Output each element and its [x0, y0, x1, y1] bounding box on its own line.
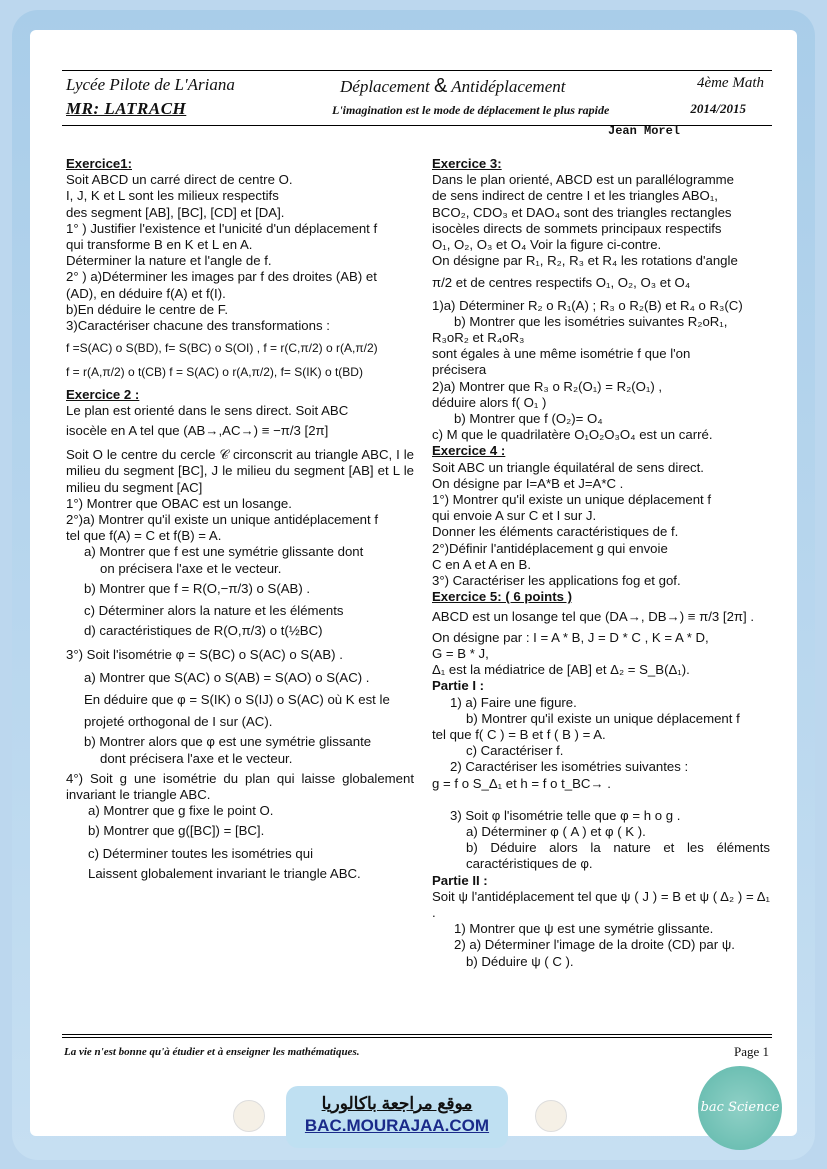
text-line: de sens indirect de centre I et les triangles ABO₁,	[432, 188, 718, 204]
exercise-2-title: Exercice 2 :	[66, 386, 140, 402]
text-line: O₁, O₂, O₃ et O₄ Voir la figure ci-contre.	[432, 237, 662, 253]
text-line: 3°) Caractériser les applications fog et gof.	[432, 573, 681, 589]
text-line: On désigne par : I = A * B, J = D * C , K = A * D,	[432, 629, 709, 645]
text-line: a) Déterminer φ ( A ) et φ ( K ).	[466, 823, 646, 839]
text-line: G = B * J,	[432, 645, 489, 661]
text-line: dont précisera l'axe et le vecteur.	[100, 750, 293, 766]
text-line: 3)Caractériser chacune des transformations :	[66, 318, 330, 334]
site-name-arabic: موقع مراجعة باكالوريا	[321, 1094, 473, 1113]
site-logo-icon	[233, 1100, 265, 1132]
text-line: c) Caractériser f.	[466, 743, 564, 759]
text-line: précisera	[432, 362, 487, 378]
text-line: Laissent globalement invariant le triangle ABC.	[88, 865, 361, 881]
header-quote: L'imagination est le mode de déplacement le plus rapide	[332, 103, 610, 117]
formula-line: d) caractéristiques de R(O,π/3) o t(½BC)	[84, 623, 323, 639]
text-line: On désigne par I=A*B et J=A*C .	[432, 475, 624, 491]
part-2-title: Partie II :	[432, 872, 488, 888]
text-line: π/2 et de centres respectifs O₁, O₂, O₃ et O₄	[432, 275, 691, 291]
text-line: 1° ) Justifier l'existence et l'unicité d'un déplacement f	[66, 220, 378, 236]
text-line: 2)a) Montrer que R₃ o R₂(O₁) = R₂(O₁) ,	[432, 378, 663, 394]
text-line: Déterminer la nature et l'angle de f.	[66, 253, 272, 269]
formula-line: 3) Soit φ l'isométrie telle que φ = h o g .	[450, 807, 681, 823]
text-line: Soit ABCD un carré direct de centre O.	[66, 172, 293, 188]
formula-line: ABCD est un losange tel que (DA→, DB→) ≡ π/3 [2π] .	[432, 609, 755, 625]
bac-science-logo: bac Science	[698, 1066, 782, 1150]
text-line: b) Montrer que f (O₂)= O₄	[454, 411, 603, 427]
text-line: b)En déduire le centre de F.	[66, 301, 229, 317]
text-line: I, J, K et L sont les milieux respectifs	[66, 188, 279, 204]
text-paragraph: Soit O le centre du cercle 𝒞 circonscrit au triangle ABC, I le milieu du segment [BC], J le milieu du segment [AB] et L le milieu du segment [AC]	[66, 447, 414, 495]
text-line: a) Montrer que g fixe le point O.	[88, 803, 274, 819]
text-line: b) Déduire ψ ( C ).	[466, 953, 574, 969]
text-line: b) Montrer que g([BC]) = [BC].	[88, 823, 265, 839]
document-title: Déplacement & Antidéplacement	[340, 75, 566, 97]
text-paragraph: Soit ψ l'antidéplacement tel que ψ ( J ) = B et ψ ( Δ₂ ) = Δ₁ .	[432, 888, 770, 920]
text-line: qui envoie A sur C et I sur J.	[432, 508, 597, 524]
text-line: c) Déterminer toutes les isométries qui	[88, 845, 313, 861]
formula-line: a) Montrer que S(AC) o S(AB) = S(AO) o S(AC) .	[84, 669, 370, 685]
text-line: tel que f(A) = C et f(B) = A.	[66, 528, 222, 544]
text-line: 1°) Montrer qu'il existe un unique déplacement f	[432, 492, 712, 508]
text-line: 2) a) Déterminer l'image de la droite (CD) par ψ.	[454, 937, 735, 953]
text-line: tel que f( C ) = B et f ( B ) = A.	[432, 726, 606, 742]
text-line: Dans le plan orienté, ABCD est un parallélogramme	[432, 172, 735, 188]
text-line: b) Montrer que les isométries suivantes R₂oR₁,	[454, 313, 728, 329]
text-line: b) Montrer qu'il existe un unique déplacement f	[466, 710, 740, 726]
text-line: 2°)a) Montrer qu'il existe un unique antidéplacement f	[66, 512, 379, 528]
text-line: Soit ABC un triangle équilatéral de sens direct.	[432, 459, 704, 475]
text-line: déduire alors f( O₁ )	[432, 394, 547, 410]
exercise-5-title: Exercice 5: ( 6 points )	[432, 589, 572, 605]
left-column	[66, 156, 414, 882]
text-line: C en A et A en B.	[432, 556, 531, 572]
text-line: 1) a) Faire une figure.	[450, 694, 577, 710]
exercise-1-title: Exercice1:	[66, 156, 132, 171]
teacher-name: MR: LATRACH	[66, 99, 187, 118]
right-column	[432, 156, 770, 970]
school-year: 2014/2015	[690, 101, 746, 116]
site-logo-icon	[535, 1100, 567, 1132]
text-line: qui transforme B en K et L en A.	[66, 237, 253, 253]
text-line: R₃oR₂ et R₄oR₃	[432, 330, 525, 346]
text-line: des segment [AB], [BC], [CD] et [DA].	[66, 204, 285, 220]
text-line: c) M que le quadrilatère O₁O₂O₃O₄ est un carré.	[432, 427, 713, 443]
formula-line: En déduire que φ = S(IK) o S(IJ) o S(AC) où K est le	[84, 691, 390, 707]
text-line: b) Montrer alors que φ est une symétrie glissante	[84, 734, 372, 750]
text-line: sont égales à une même isométrie f que l'on	[432, 346, 691, 362]
quote-author: Jean Morel	[608, 124, 681, 138]
text-line: on précisera l'axe et le vecteur.	[100, 560, 282, 576]
text-line: 2) Caractériser les isométries suivantes :	[450, 759, 689, 775]
footer-rule	[62, 1037, 772, 1038]
formula-line: 3°) Soit l'isométrie φ = S(BC) o S(AC) o S(AB) .	[66, 647, 343, 663]
text-line: 1) Montrer que ψ est une symétrie glissante.	[454, 921, 714, 937]
footer-motto: La vie n'est bonne qu'à étudier et à enseigner les mathématiques.	[64, 1046, 360, 1058]
site-banner[interactable]	[286, 1086, 508, 1148]
text-paragraph: 4°) Soit g une isométrie du plan qui laisse globalement invariant le triangle ABC.	[66, 770, 414, 802]
document-header	[62, 70, 772, 126]
text-line: Le plan est orienté dans le sens direct. Soit ABC	[66, 402, 349, 418]
text-line: On désigne par R₁, R₂, R₃ et R₄ les rotations d'angle	[432, 253, 738, 269]
text-line: c) Déterminer alors la nature et les éléments	[84, 603, 344, 619]
text-line: 2°)Définir l'antidéplacement g qui envoie	[432, 540, 668, 556]
text-line: Δ₁ est la médiatrice de [AB] et Δ₂ = S_B(Δ₁).	[432, 662, 690, 678]
text-line: 2° ) a)Déterminer les images par f des droites (AB) et	[66, 269, 377, 285]
class-level: 4ème Math	[696, 75, 764, 91]
text-line: a) Montrer que f est une symétrie glissante dont	[84, 544, 364, 560]
page-number: Page 1	[733, 1044, 769, 1059]
formula-line: isocèle en A tel que (AB→,AC→) ≡ −π/3 [2π]	[66, 423, 329, 439]
text-line: projeté orthogonal de I sur (AC).	[84, 714, 273, 730]
text-paragraph: b) Déduire alors la nature et les éléments caractéristiques de φ.	[466, 840, 770, 872]
formula-line: b) Montrer que f = R(O,−π/3) o S(AB) .	[84, 580, 311, 596]
site-url-link[interactable]: BAC.MOURAJAA.COM	[304, 1116, 490, 1135]
footer-rule	[62, 1034, 772, 1035]
formula-line: f =S(AC) o S(BD), f= S(BC) o S(OI) , f = r(C,π/2) o r(A,π/2)	[66, 341, 378, 356]
text-line: BCO₂, CDO₃ et DAO₄ sont des triangles rectangles	[432, 204, 732, 220]
text-line: 1°) Montrer que OBAC est un losange.	[66, 495, 292, 511]
text-line: isocèles directs de sommets principaux respectifs	[432, 220, 722, 236]
text-line: 1)a) Déterminer R₂ o R₁(A) ; R₃ o R₂(B) et R₄ o R₃(C)	[432, 297, 743, 313]
part-1-title: Partie I :	[432, 678, 485, 694]
formula-line: g = f o S_Δ₁ et h = f o t_BC→ .	[432, 775, 611, 791]
text-line: (AD), en déduire f(A) et f(I).	[66, 285, 226, 301]
exercise-4-title: Exercice 4 :	[432, 443, 506, 459]
exercise-3-title: Exercice 3:	[432, 156, 502, 171]
school-name: Lycée Pilote de L'Ariana	[66, 75, 235, 94]
text-line: Donner les éléments caractéristiques de f.	[432, 524, 679, 540]
formula-line: f = r(A,π/2) o t(CB) f = S(AC) o r(A,π/2), f= S(IK) o t(BD)	[66, 365, 363, 380]
